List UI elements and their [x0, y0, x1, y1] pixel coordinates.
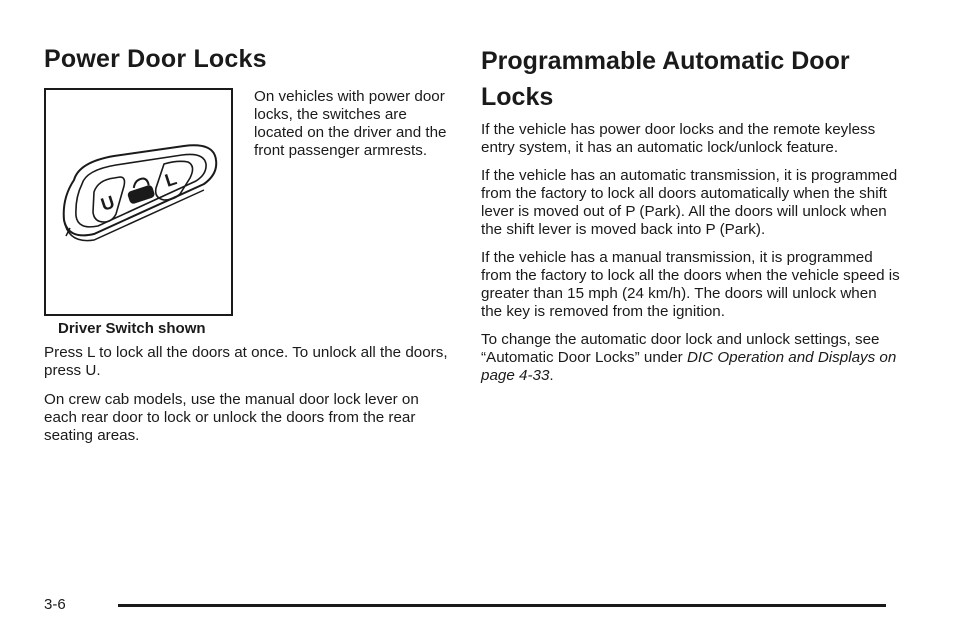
figure-row	[44, 88, 454, 338]
paragraph: If the vehicle has a manual transmission, it is programmed from the factory to lock all the doors when the vehicle speed is greater than 15 mph (24 km/h). The doors will unlock when the key is removed from the ignition.	[481, 249, 900, 320]
paragraph-text: To change the automatic door lock and unlock settings, see “Automatic Door Locks” under	[481, 331, 880, 366]
section-heading-power-door-locks: Power Door Locks	[44, 45, 267, 73]
cross-reference-link[interactable]: DIC Operation and Displays on page 4-33	[481, 349, 897, 384]
paragraph	[481, 331, 901, 385]
lock-switch-label: L	[162, 168, 180, 191]
door-lock-switch-illustration	[54, 140, 224, 250]
lock-icon	[127, 177, 156, 205]
paragraph: Press L to lock all the doors at once. To unlock all the doors, press U.	[44, 344, 448, 379]
page-number: 3-6	[44, 596, 66, 613]
paragraph: On crew cab models, use the manual door lock lever on each rear door to lock or unlock the doors from the rear seating areas.	[44, 391, 419, 444]
right-column	[481, 44, 901, 395]
footer-rule	[118, 604, 886, 607]
paragraph: If the vehicle has power door locks and the remote keyless entry system, it has an automatic lock/unlock feature.	[481, 121, 876, 156]
figure-caption: Driver Switch shown	[58, 320, 206, 337]
left-paragraphs	[44, 344, 454, 445]
side-paragraph: On vehicles with power door locks, the switches are located on the driver and the front passenger armrests.	[254, 88, 447, 159]
paragraph-text: .	[549, 367, 554, 384]
door-lock-switch-figure	[44, 88, 233, 316]
section-heading-programmable-locks: Programmable Automatic Door Locks	[481, 47, 850, 111]
unlock-switch-label: U	[98, 191, 118, 215]
left-column	[44, 44, 454, 456]
paragraph: If the vehicle has an automatic transmission, it is programmed from the factory to lock all doors automatically when the shift lever is moved out of P (Park). All the doors will unlock when the shift lever is moved back into P (Park).	[481, 167, 898, 238]
right-paragraphs	[481, 121, 901, 385]
